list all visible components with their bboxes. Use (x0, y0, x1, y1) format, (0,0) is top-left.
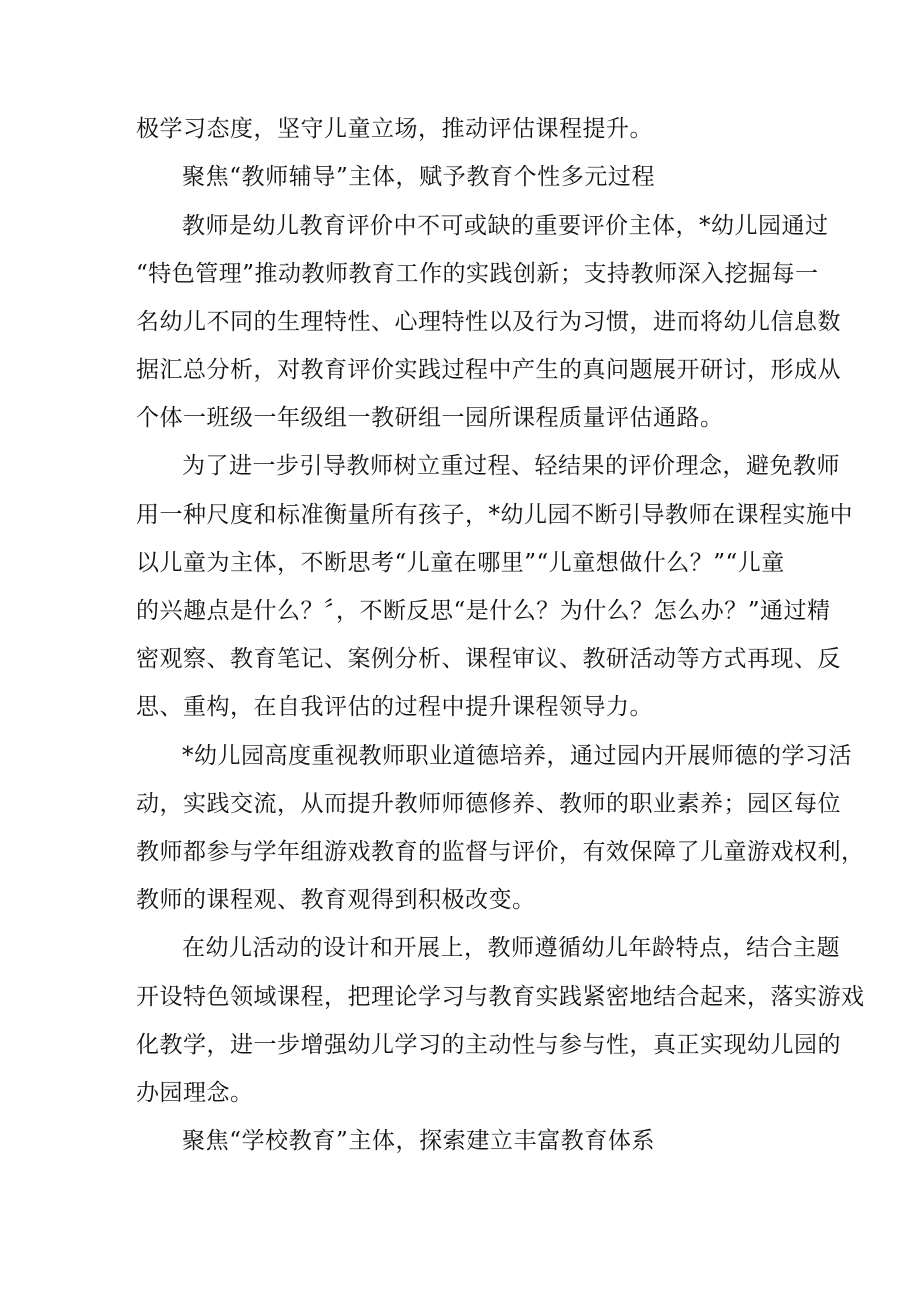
paragraph-line: 以儿童为主体，不断思考“儿童在哪里”“儿童想做什么？”“儿童 (136, 550, 785, 576)
paragraph-line: 用一种尺度和标准衡量所有孩子，*幼儿园不断引导教师在课程实施中 (136, 502, 853, 528)
paragraph-line: 的兴趣点是什么？〞，不断反思“是什么？为什么？怎么办？”通过精 (136, 598, 831, 624)
paragraph-line: 教师的课程观、教育观得到积极改变。 (136, 887, 536, 913)
paragraph-line: 化教学，进一步增强幼儿学习的主动性与参与性，真正实现幼儿园的 (136, 1032, 841, 1058)
paragraph-line: 极学习态度，坚守儿童立场，推动评估课程提升。 (136, 116, 653, 142)
paragraph-line: 开设特色领域课程，把理论学习与教育实践紧密地结合起来，落实游戏 (136, 984, 865, 1010)
paragraph-line: 在幼儿活动的设计和开展上，教师遵循幼儿年龄特点，结合主题 (182, 935, 840, 961)
paragraph-line: 密观察、教育笔记、案例分析、课程审议、教研活动等方式再现、反 (136, 646, 841, 672)
paragraph-line: *幼儿园高度重视教师职业道德培养，通过园内开展师德的学习活 (182, 743, 852, 769)
paragraph-line: 据汇总分析，对教育评价实践过程中产生的真问题展开研讨，形成从 (136, 357, 841, 383)
paragraph-line: 名幼儿不同的生理特性、心理特性以及行为习惯，进而将幼儿信息数 (136, 309, 841, 335)
paragraph-line: 个体一班级一年级组一教研组一园所课程质量评估通路。 (136, 405, 724, 431)
section-heading: 聚焦“学校教育”主体，探索建立丰富教育体系 (182, 1128, 656, 1154)
paragraph-line: 办园理念。 (136, 1080, 254, 1106)
paragraph-line: 为了进一步引导教师树立重过程、轻结果的评价理念，避免教师 (182, 453, 840, 479)
paragraph-line: 动，实践交流，从而提升教师师德修养、教师的职业素养；园区每位 (136, 791, 841, 817)
section-heading: 聚焦“教师辅导”主体，赋予教育个性多元过程 (182, 164, 656, 190)
paragraph-line: 教师都参与学年组游戏教育的监督与评价，有效保障了儿童游戏权利， (136, 839, 865, 865)
paragraph-line: 教师是幼儿教育评价中不可或缺的重要评价主体，*幼儿园通过 (182, 213, 829, 239)
paragraph-line: “特色管理”推动教师教育工作的实践创新；支持教师深入挖掘每一 (136, 261, 819, 287)
paragraph-line: 思、重构，在自我评估的过程中提升课程领导力。 (136, 694, 653, 720)
